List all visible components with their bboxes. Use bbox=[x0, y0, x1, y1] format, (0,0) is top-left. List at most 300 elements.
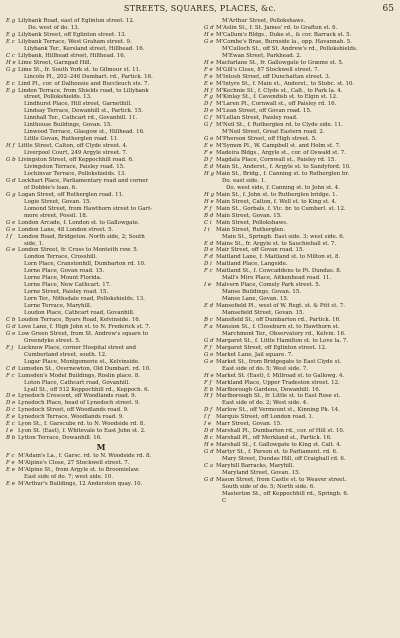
map-grid-code: H e bbox=[204, 442, 214, 449]
street-entry-text: Lorne Place, Mount Florida. bbox=[24, 275, 102, 282]
street-entry bbox=[6, 18, 196, 25]
street-entry bbox=[6, 366, 196, 373]
street-entry-text: Lorn Ter., Nithsdale road, Pollokshields. 13. bbox=[24, 296, 145, 303]
street-entry bbox=[6, 178, 196, 185]
map-grid-code: D e bbox=[6, 393, 16, 400]
street-entry bbox=[204, 345, 394, 352]
street-entry-text: M'Neil St., f. Rutherglen rd. to Clyde side. 11. bbox=[216, 122, 343, 129]
street-entry bbox=[6, 407, 196, 414]
street-entry-text: Lyon St. (East), f. Whitevale to East John st. 2. bbox=[18, 428, 146, 435]
map-grid-code: G e bbox=[6, 219, 16, 226]
street-entry bbox=[204, 407, 394, 414]
street-entry-text: Lincoln Pl., 202–246 Dumbart. rd., Partick. 16. bbox=[24, 73, 153, 80]
street-entry-text: Loudon Terrace, Byars Road, Kelvinside. 16. bbox=[18, 316, 141, 323]
map-grid-code bbox=[6, 380, 18, 387]
street-entry-text: Lilybank Terrace, West Graham street. 9. bbox=[18, 38, 132, 45]
map-grid-code: F c bbox=[6, 372, 15, 379]
map-grid-code: G e bbox=[6, 247, 16, 254]
left-column bbox=[6, 18, 196, 505]
map-grid-code: G d bbox=[204, 24, 214, 31]
street-entry bbox=[6, 143, 196, 150]
map-grid-code: B b bbox=[6, 435, 16, 442]
street-entry bbox=[204, 400, 394, 407]
map-grid-code: I i bbox=[204, 226, 210, 233]
street-entry bbox=[204, 199, 394, 206]
street-entry bbox=[204, 421, 394, 428]
map-grid-code: H g bbox=[204, 170, 214, 177]
map-grid-code: G e bbox=[204, 136, 214, 143]
street-entry bbox=[204, 241, 394, 248]
map-grid-code: F f bbox=[204, 205, 212, 212]
street-entry bbox=[6, 373, 196, 380]
street-entry-text: Mason Street, from Castle st. to Weaver street. bbox=[216, 476, 347, 483]
street-entry bbox=[6, 150, 196, 157]
map-grid-code: E g bbox=[6, 87, 16, 94]
map-grid-code: C f bbox=[204, 115, 212, 122]
street-entry-text: Lomond Street, from Hawthorn street to Gart- bbox=[24, 205, 153, 212]
map-grid-code: D e bbox=[6, 400, 16, 407]
map-grid-code bbox=[204, 366, 216, 373]
street-entry bbox=[6, 289, 196, 296]
street-entry bbox=[6, 481, 196, 488]
map-grid-code bbox=[204, 310, 216, 317]
map-grid-code: E e bbox=[204, 80, 213, 87]
map-grid-code bbox=[6, 136, 18, 143]
street-entry-text: M'Gill's Close, 87 Stockwell street. 7. bbox=[216, 66, 320, 73]
map-grid-code: F e bbox=[6, 460, 15, 467]
street-entry-text: M'Pherson Street, off High street. 5. bbox=[216, 136, 317, 143]
map-grid-code: H e bbox=[204, 59, 214, 66]
map-grid-code bbox=[6, 352, 18, 359]
street-entry bbox=[6, 421, 196, 428]
street-entry bbox=[204, 435, 394, 442]
map-grid-code: H e bbox=[204, 372, 214, 379]
street-entry bbox=[204, 366, 394, 373]
street-entry bbox=[6, 115, 196, 122]
street-entry-text: Lyall St., off 512 Keppochhill rd., Keppoch. 6. bbox=[24, 386, 150, 393]
street-entry-text: Madeira Bldgs., Argyle st., cor. of Oswald st. 7. bbox=[216, 150, 346, 157]
map-grid-code: F j bbox=[6, 344, 14, 351]
map-grid-code bbox=[6, 115, 18, 122]
street-entry-text: East side of do. 5; West side. 7. bbox=[222, 365, 308, 372]
street-entry-text: Marshall Pl., Dumbarton rd., cor. of Hill st. 10. bbox=[216, 428, 345, 435]
street-entry bbox=[6, 53, 196, 60]
map-grid-code: G d bbox=[204, 476, 214, 483]
street-entry bbox=[6, 317, 196, 324]
street-entry bbox=[204, 25, 394, 32]
street-entry bbox=[6, 261, 196, 268]
street-entry-text: Manse Buildings, Govan. 15. bbox=[222, 289, 302, 296]
street-entry bbox=[204, 338, 394, 345]
map-grid-code: E d bbox=[204, 164, 214, 171]
street-entry-text: Mains St., fr. Argyle st. to Sauchiehall st. 7. bbox=[216, 240, 337, 247]
street-entry-text: Lynedoch Place, head of Lynedoch street. 9. bbox=[18, 400, 141, 407]
street-entry bbox=[6, 157, 196, 164]
street-entry-text: Lind Pl., cor. of Dalhousie and Buccleuch sts. 7. bbox=[18, 80, 150, 87]
map-grid-code bbox=[6, 94, 18, 101]
street-entry bbox=[6, 25, 196, 32]
street-entry bbox=[6, 88, 196, 95]
street-entry-text: Mansion St., f. Closeburn st. to Hawthorn st. bbox=[216, 323, 340, 330]
street-entry-text: Loudon Place, Cathcart road, Govanhill. bbox=[24, 310, 135, 317]
street-entry-text: Linwood Terrace, Glasgow st., Hillhead. 16. bbox=[24, 129, 145, 136]
map-grid-code bbox=[6, 261, 18, 268]
map-grid-code: G g bbox=[6, 191, 16, 198]
street-entry-text: M'Lellan Street, Paisley road. bbox=[216, 115, 298, 122]
street-entry bbox=[204, 192, 394, 199]
map-grid-code: G e bbox=[6, 226, 16, 233]
street-entry-text: Love Lane, f. High John st. to N. Frederick st. 7. bbox=[18, 323, 151, 330]
street-entry-text: Lilybank Road, east of Eglinton street. 12. bbox=[18, 18, 135, 24]
map-grid-code: G e bbox=[6, 330, 16, 337]
street-entry bbox=[6, 213, 196, 220]
street-entry-text: Cumberland street, south. 12. bbox=[24, 351, 107, 358]
map-grid-code bbox=[6, 338, 18, 345]
street-entry-text: M'Alpine St., from Argyle st. to Broomielaw. bbox=[18, 467, 140, 474]
street-entry-text: Margaret Street, off Eglinton street. 12. bbox=[216, 344, 327, 351]
street-entry bbox=[204, 227, 394, 234]
street-entry bbox=[6, 453, 196, 460]
map-grid-code bbox=[6, 289, 18, 296]
map-grid-code: D f bbox=[204, 407, 213, 414]
street-entry bbox=[204, 317, 394, 324]
street-entry-text: M'Callum's Bldgs., Duke st., & cor. Barrack st. 5. bbox=[216, 31, 352, 38]
street-entry bbox=[6, 393, 196, 400]
street-entry-text: Maitland Lane, f. Maitland st. to Milton st. 8. bbox=[216, 254, 341, 261]
street-entry bbox=[6, 460, 196, 467]
street-entry-text: Lynedoch Crescent, off Woodlands road. 9. bbox=[18, 393, 137, 400]
street-entry bbox=[204, 414, 394, 421]
map-grid-code: H e bbox=[6, 59, 16, 66]
street-entry bbox=[204, 206, 394, 213]
map-grid-code bbox=[6, 296, 18, 303]
street-entry-text: M'Adam's La., f. Garsc. rd. to N. Woodside rd. 8. bbox=[18, 453, 152, 460]
street-entry bbox=[204, 303, 394, 310]
street-entry-text: East side of do. 2; West side. 4. bbox=[222, 400, 308, 407]
street-entry bbox=[6, 164, 196, 171]
street-entry bbox=[204, 254, 394, 261]
street-entry-text: Lorne Street, Paisley road. 15. bbox=[24, 289, 109, 296]
street-entry bbox=[204, 171, 394, 178]
street-entry bbox=[204, 282, 394, 289]
map-grid-code: G b bbox=[6, 157, 16, 164]
street-entry-text: Lynedoch Terrace, Woodlands road. 9. bbox=[18, 414, 124, 421]
street-entry-text: Maitland Place, Langside. bbox=[216, 261, 288, 268]
street-entry bbox=[204, 157, 394, 164]
map-grid-code bbox=[204, 275, 216, 282]
map-grid-code: H f bbox=[6, 143, 15, 150]
page-header bbox=[6, 4, 394, 16]
map-grid-code: E e bbox=[204, 143, 213, 150]
street-entry-text: M'Intosh Street, off Dunchattan street. 3. bbox=[216, 73, 331, 80]
street-entry-text: M'Combe's Brae, Burnside la., opp. Havannah. 5. bbox=[216, 38, 352, 45]
street-entry bbox=[6, 400, 196, 407]
street-entry-text: Lorne Terrace, Maryhill. bbox=[24, 303, 92, 310]
street-entry bbox=[6, 129, 196, 136]
street-entry-text: Linden Terrace, from Shields road, to Lillybank bbox=[18, 87, 149, 94]
map-grid-code: E d bbox=[204, 303, 214, 310]
street-entry bbox=[6, 324, 196, 331]
street-entry-text: Maitland St., f. Cowcaddens to Pt. Dundas. 8. bbox=[216, 268, 342, 275]
street-entry bbox=[6, 81, 196, 88]
map-grid-code: F f bbox=[204, 379, 212, 386]
street-entry bbox=[204, 331, 394, 338]
map-grid-code: H e bbox=[204, 198, 214, 205]
map-grid-code: B d bbox=[204, 212, 214, 219]
map-grid-code bbox=[6, 282, 18, 289]
map-grid-code: D e bbox=[204, 108, 214, 115]
map-grid-code: I e bbox=[6, 428, 14, 435]
street-entry bbox=[204, 268, 394, 275]
map-grid-code: G e bbox=[204, 38, 214, 45]
street-entry bbox=[6, 331, 196, 338]
map-grid-code: D c bbox=[6, 407, 16, 414]
map-grid-code bbox=[6, 241, 18, 248]
street-entry bbox=[6, 227, 196, 234]
street-entry bbox=[6, 206, 196, 213]
map-grid-code: E b bbox=[204, 386, 214, 393]
street-entry-text: Main Street, Rutherglen. bbox=[216, 226, 286, 233]
street-entry-text: Market St. (East), f. Millroad st. to Gallowg. 4. bbox=[216, 372, 345, 379]
map-grid-code bbox=[6, 213, 18, 220]
street-entry bbox=[204, 88, 394, 95]
street-entry bbox=[6, 296, 196, 303]
street-entry-text: South side of do. 5; North side. 6. bbox=[222, 483, 315, 490]
street-entry-text: Lindhurst Place, Hill street, Garnethill. bbox=[24, 101, 132, 108]
street-entry bbox=[204, 234, 394, 241]
street-entry bbox=[6, 435, 196, 442]
street-entry bbox=[6, 32, 196, 39]
street-entry-text: Manse Lane, Govan. 15. bbox=[222, 296, 289, 303]
map-grid-code: G f bbox=[204, 122, 213, 129]
street-entry bbox=[204, 101, 394, 108]
map-grid-code: F c bbox=[204, 268, 213, 275]
map-grid-code bbox=[204, 46, 216, 53]
street-entry-text: Maryland Street, Govan. 15. bbox=[222, 469, 301, 476]
street-entry-text: Martyr St., f. Parson st. to Parliament. rd. 6. bbox=[216, 449, 338, 456]
street-entry-text: Main St., f. John st. to Rutherglen bridge. 1. bbox=[216, 191, 338, 198]
street-entry bbox=[6, 136, 196, 143]
street-entry-text: Marchmont Ter., Observatory rd., Kelvin. 16. bbox=[222, 330, 346, 337]
street-entry bbox=[6, 268, 196, 275]
street-entry bbox=[204, 39, 394, 46]
map-grid-code bbox=[6, 171, 18, 178]
street-entry-text: M'Arthur's Buildings, 12 Anderston quay. 10. bbox=[18, 480, 143, 487]
street-entry bbox=[204, 46, 394, 53]
street-entry-text: Marquis Street, off London road. 1. bbox=[216, 414, 314, 421]
map-grid-code bbox=[6, 359, 18, 366]
map-grid-code: D i bbox=[204, 261, 212, 268]
street-entry-text: Liverpool Court, 249 Argyle street. 7. bbox=[24, 150, 128, 157]
street-entry bbox=[204, 477, 394, 484]
street-entry bbox=[6, 46, 196, 53]
street-entry-text: Main St., Bridg., f. Canning st. to Rutherglen br. bbox=[216, 170, 350, 177]
street-entry-text: M'Aslin St., f. St. James' rd. to Grafton st. 6. bbox=[216, 24, 338, 31]
map-grid-code bbox=[204, 484, 216, 491]
section-letter: M bbox=[96, 442, 106, 453]
street-entry bbox=[204, 108, 394, 115]
street-entry bbox=[6, 192, 196, 199]
street-entry-text: M'Ewan Street, Parkhead. 2. bbox=[222, 52, 302, 59]
map-grid-code bbox=[204, 18, 216, 25]
street-entry-text: East side of do. 7; west side. 10. bbox=[24, 474, 113, 480]
street-entry-text: M'Lean Street, off Govan road. 15. bbox=[216, 108, 312, 115]
street-entry-text: Marlborough Gardens, Dowanhill. 16. bbox=[216, 386, 321, 393]
map-grid-code bbox=[6, 387, 18, 394]
street-entry bbox=[204, 387, 394, 394]
map-grid-code: D e bbox=[204, 247, 214, 254]
street-entry-text: M'Kechnie St., f. Clyde st., Calt., to Park la. 4. bbox=[216, 87, 343, 94]
map-grid-code bbox=[204, 185, 216, 192]
street-entry-text: Lochinvar Terrace, Pollokshields. 13. bbox=[24, 170, 127, 177]
street-entry bbox=[204, 463, 394, 470]
street-entry-text: Main Street, Pollokshaws. bbox=[216, 219, 288, 226]
map-grid-code: E e bbox=[6, 414, 15, 421]
street-entry bbox=[6, 352, 196, 359]
map-grid-code bbox=[204, 498, 216, 505]
street-entry bbox=[6, 60, 196, 67]
street-entry bbox=[204, 449, 394, 456]
street-entry-text: of Dobbie's loan. 6. bbox=[24, 184, 77, 191]
map-grid-code bbox=[6, 101, 18, 108]
street-entry-text: Lilybank, Hillhead street, Hillhead. 16. bbox=[18, 52, 126, 59]
map-grid-code bbox=[6, 129, 18, 136]
street-entry bbox=[204, 491, 394, 498]
street-entry bbox=[204, 60, 394, 67]
street-entry bbox=[204, 261, 394, 268]
street-entry bbox=[204, 81, 394, 88]
page-number: 65 bbox=[382, 4, 394, 14]
street-entry bbox=[204, 67, 394, 74]
street-entry-text: Magdala Place, Cornwall st., Paisley rd. 15. bbox=[216, 157, 337, 164]
map-grid-code: G d bbox=[204, 337, 214, 344]
map-grid-code bbox=[6, 185, 18, 192]
map-grid-code bbox=[204, 234, 216, 241]
street-entry bbox=[204, 122, 394, 129]
street-entry-text: Lockhart Place, Parliamentary road and corner bbox=[18, 177, 149, 184]
map-grid-code bbox=[6, 268, 18, 275]
street-entry-text: Marlow St., off Vermount st., Kinning Pk. 14. bbox=[216, 407, 340, 414]
street-entry-text: London Terrace, Crosshill. bbox=[24, 254, 98, 261]
map-grid-code: F c bbox=[6, 453, 15, 460]
map-grid-code bbox=[6, 303, 18, 310]
street-entry bbox=[6, 234, 196, 241]
street-entry bbox=[6, 387, 196, 394]
street-entry bbox=[6, 474, 196, 481]
map-grid-code: F a bbox=[204, 323, 213, 330]
street-entry bbox=[6, 101, 196, 108]
street-entry-text: Main St., Gorbals, f. Vic. br. to Cumberl. st. 12. bbox=[216, 205, 346, 212]
map-grid-code: C c bbox=[6, 52, 15, 59]
street-entry-text: Mansfield St., off Dumbarton rd., Partick. 16. bbox=[216, 316, 341, 323]
street-entry bbox=[204, 94, 394, 101]
street-entry bbox=[6, 199, 196, 206]
street-entry bbox=[204, 185, 394, 192]
street-entry-text: Logan Street, off Rutherglen road. 11. bbox=[18, 191, 124, 198]
street-entry-text: Linthouse Buildings, Govan. 15. bbox=[24, 122, 113, 129]
street-entry-text: London Arcade, f. London st. to Gallowgate. bbox=[18, 219, 140, 226]
street-entry-text: Main Street, Calton, f. Well st. to King st. 4. bbox=[216, 198, 337, 205]
street-entry bbox=[6, 67, 196, 74]
street-entry bbox=[204, 324, 394, 331]
street-entry-text: Lugar Place, Montgomerie st., Kelvinside. bbox=[24, 358, 140, 365]
street-entry-text: Lorne Place, New Cathcart. 17. bbox=[24, 282, 111, 289]
street-entry-text: more street, Possil. 18. bbox=[24, 212, 88, 219]
map-grid-code bbox=[6, 150, 18, 157]
street-entry bbox=[204, 352, 394, 359]
street-entry bbox=[204, 178, 394, 185]
map-grid-code bbox=[204, 296, 216, 303]
street-entry-text: Malvern Place, Comely Park street. 5. bbox=[216, 282, 321, 289]
map-grid-code: H f bbox=[204, 87, 213, 94]
street-entry bbox=[6, 310, 196, 317]
street-entry bbox=[6, 220, 196, 227]
street-entry-text: London Lane, 48 London street. 5. bbox=[18, 226, 114, 233]
map-grid-code: F e bbox=[204, 73, 213, 80]
map-grid-code: F e bbox=[204, 66, 213, 73]
street-entry-text: Lumsden's Model Buildings, Roslin place. 8. bbox=[18, 372, 140, 379]
map-grid-code: I e bbox=[204, 421, 212, 428]
map-grid-code bbox=[6, 275, 18, 282]
street-entry-text: M'Intyre St., f. Main st., Anderst., to Stobc. st. 10. bbox=[216, 80, 355, 87]
street-entry-text: Main St., Anderst., f. Argyle st. to Sandyford. 10. bbox=[216, 164, 351, 171]
street-entry-text: Market Lane, Jail square. 7. bbox=[216, 351, 293, 358]
street-entry-text: Do. west side, f. Canning st. to John st. 4. bbox=[226, 184, 340, 191]
map-grid-code bbox=[204, 456, 216, 463]
street-entry bbox=[204, 289, 394, 296]
street-entry bbox=[6, 74, 196, 81]
street-entry bbox=[204, 143, 394, 150]
street-entry-text: Lucknow Place, corner Hospital street and bbox=[18, 344, 137, 351]
map-grid-code: G e bbox=[204, 351, 214, 358]
street-entry-text: Mary Street, Dundas Hill, off Craighall rd. 6. bbox=[222, 456, 346, 463]
map-grid-code bbox=[6, 254, 18, 261]
street-entry-text: Lime Street, Garngad Hill. bbox=[18, 59, 92, 66]
street-entry-text: Market St., from Bridgegate to East Clyde st. bbox=[216, 358, 342, 365]
map-grid-code bbox=[204, 129, 216, 136]
street-entry bbox=[6, 185, 196, 192]
map-grid-code: G d bbox=[6, 177, 16, 184]
street-entry bbox=[6, 380, 196, 387]
street-entry-text: Little Street, Calton, off Clyde street. 4. bbox=[18, 143, 128, 150]
map-grid-code: H f bbox=[204, 393, 213, 400]
map-grid-code bbox=[6, 474, 18, 481]
map-grid-code: E e bbox=[6, 480, 15, 487]
map-grid-code bbox=[6, 206, 18, 213]
street-entry bbox=[204, 115, 394, 122]
street-entry bbox=[6, 303, 196, 310]
street-entry-text: Marshall St., f. Gallowgate to King st. Calt. 4. bbox=[216, 442, 342, 449]
street-entry-text: Lindsay Terrace, Dowanhill st., Partick. 15. bbox=[24, 108, 144, 115]
street-entry-text: Lilybank Ter., Kersland street, Hillhead. 16. bbox=[24, 45, 145, 52]
street-entry-text: Lorne Place, Govan road. 15. bbox=[24, 268, 105, 275]
map-grid-code: E c bbox=[6, 38, 15, 45]
map-grid-code: G d bbox=[6, 323, 16, 330]
street-entry bbox=[204, 380, 394, 387]
street-entry-text: Logie Street, Govan. 15. bbox=[24, 198, 92, 205]
street-entry-text: London Street, fr. Cross to Monteith row. 5. bbox=[18, 247, 139, 254]
map-grid-code: I e bbox=[204, 282, 212, 289]
street-entry-text: Macfarlane St., fr. Gallowgate to Græme st. 5. bbox=[216, 59, 344, 66]
page-title: STREETS, SQUARES, PLACES, &c. bbox=[123, 4, 277, 13]
map-grid-code: G e bbox=[204, 358, 214, 365]
street-entry bbox=[6, 241, 196, 248]
street-entry-text: Lumsden St., Overnewton, Old Dumbart. rd. 10. bbox=[18, 365, 151, 372]
street-entry-text: M'Arthur Street, Pollokshaws. bbox=[222, 18, 306, 24]
street-entry-text: Low Green Street, from St. Andrew's square to bbox=[18, 330, 149, 337]
map-grid-code bbox=[6, 46, 18, 53]
street-entry bbox=[6, 282, 196, 289]
